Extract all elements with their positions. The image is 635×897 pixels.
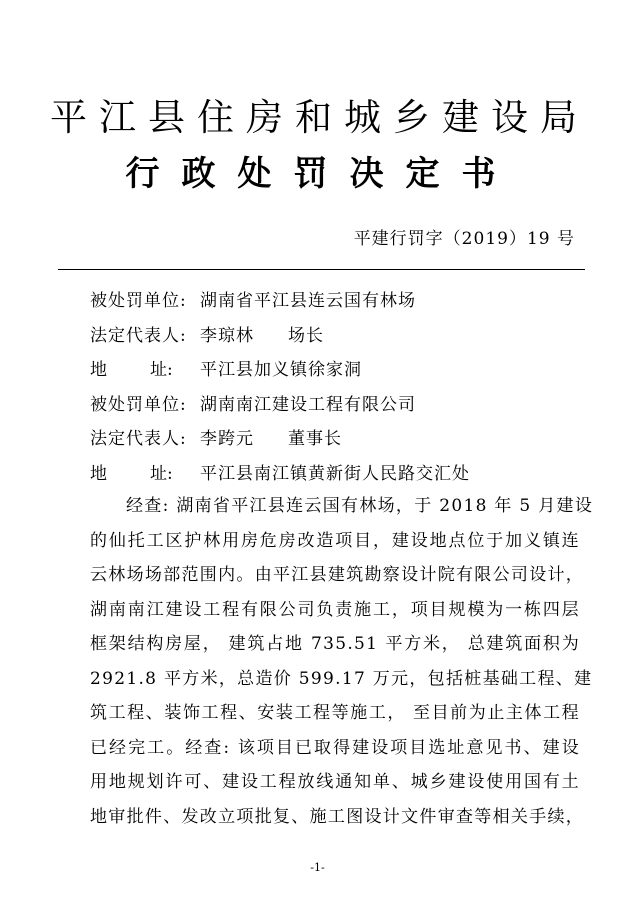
party-info — [90, 284, 590, 491]
party-label: 被处罚单位: — [90, 291, 187, 311]
party-label-part: 地 — [90, 463, 107, 484]
party-label: 法定代表人: — [90, 325, 187, 346]
party-row — [90, 422, 590, 457]
party-label: 被处罚单位: — [90, 394, 187, 415]
party-row — [90, 353, 590, 388]
body-line: 用地规划许可、建设工程放线通知单、城乡建设使用国有土 — [90, 772, 580, 792]
body-paragraph — [90, 489, 594, 834]
party-row — [90, 457, 590, 492]
party-value: 平江县南江镇黄新街人民路交汇处 — [200, 463, 470, 484]
body-line: 筑工程、装饰工程、安装工程等施工， 至目前为止主体工程 — [90, 703, 580, 723]
party-value: 李跨元 — [200, 429, 254, 449]
page-number: -1- — [310, 861, 325, 874]
party-label-part: 址: — [150, 360, 173, 380]
party-row — [90, 388, 590, 423]
party-label: 法定代表人: — [90, 429, 187, 449]
party-label-part: 址: — [150, 463, 173, 484]
party-role: 董事长 — [288, 429, 342, 449]
party-label — [90, 353, 200, 388]
body-line: 湖南南江建设工程有限公司负责施工，项目规模为一栋四层 — [90, 599, 580, 620]
party-role: 场长 — [288, 325, 324, 346]
party-label — [90, 457, 200, 492]
party-value: 平江县加义镇徐家洞 — [200, 360, 362, 380]
party-row — [90, 284, 590, 319]
header-divider — [58, 269, 585, 270]
body-line: 经查: 湖南省平江县连云国有林场，于 2018 年 5 月建设 — [126, 496, 594, 516]
party-value: 湖南南江建设工程有限公司 — [200, 394, 416, 415]
party-value: 湖南省平江县连云国有林场 — [200, 291, 416, 311]
document-title: 行政处罚决定书 — [125, 154, 518, 194]
body-line: 2921.8 平方米，总造价 599.17 万元，包括桩基础工程、建 — [90, 668, 593, 689]
body-line: 的仙托工区护林用房危房改造项目，建设地点位于加义镇连 — [90, 530, 580, 551]
document-number: 平建行罚字（2019）19 号 — [353, 229, 575, 249]
body-line: 地审批件、发改立项批复、施工图设计文件审查等相关手续， — [90, 806, 585, 827]
party-row — [90, 319, 590, 354]
party-label-part: 地 — [90, 360, 107, 380]
body-line: 已经完工。经查: 该项目已取得建设项目选址意见书、建设 — [90, 737, 580, 758]
body-line: 云林场场部范围内。由平江县建筑勘察设计院有限公司设计， — [90, 565, 585, 585]
body-line: 框架结构房屋， 建筑占地 735.51 平方米， 总建筑面积为 — [90, 634, 580, 654]
issuing-agency: 平江县住房和城乡建设局 — [50, 96, 589, 139]
party-value: 李琼林 — [200, 325, 254, 346]
